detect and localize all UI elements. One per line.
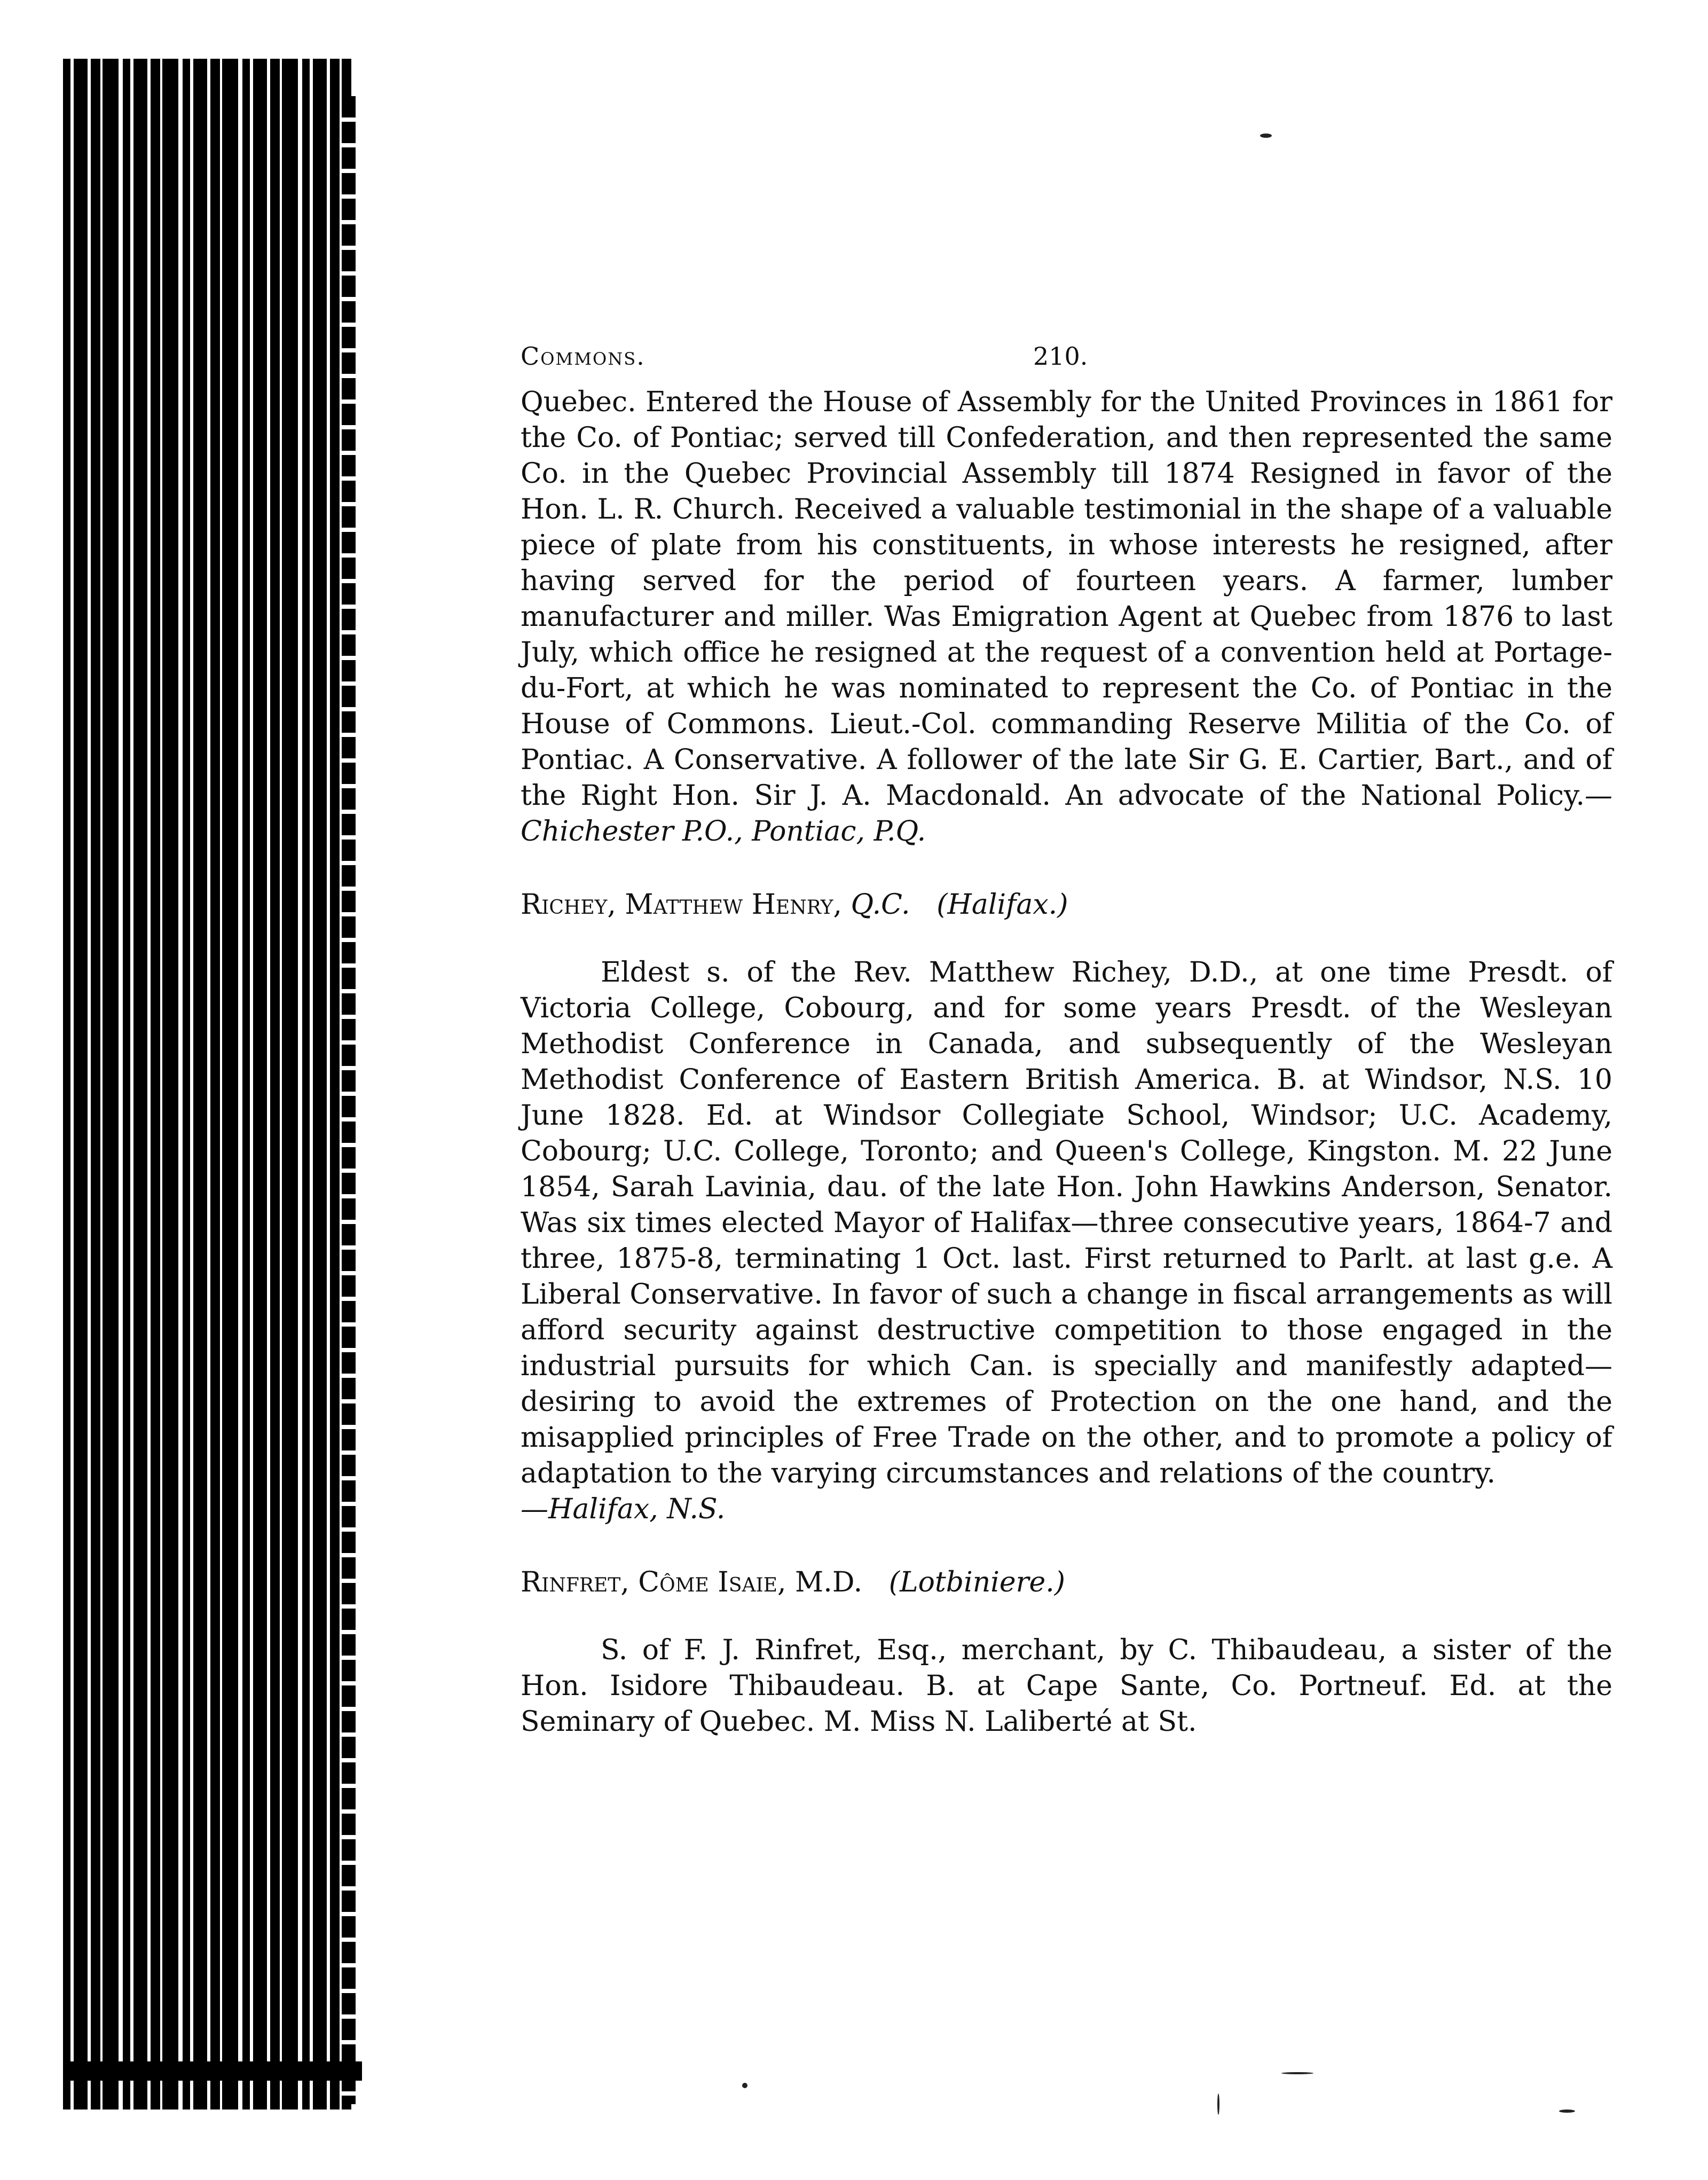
book-spine-edge xyxy=(342,96,356,2104)
scan-speck xyxy=(1559,2110,1575,2113)
entry-heading xyxy=(521,1565,1612,1601)
entry-rinfret xyxy=(521,1565,1612,1740)
entry-name: Rinfret, Côme Isaie, xyxy=(521,1566,786,1598)
entry-body-text: S. of F. J. Rinfret, Esq., merchant, by C. Thibaudeau, a sister of the Hon. Isidore Thibaudeau. B. at Cape Sante, Co. Portneuf. Ed. at the Seminary of Quebec. M. Miss N. Laliberté at St. xyxy=(521,1634,1612,1738)
entry-richey xyxy=(521,887,1612,1527)
page-number: 210. xyxy=(1033,342,1088,371)
entry-body-text: Quebec. Entered the House of Assembly for the United Provinces in 1861 for the Co. of Pontiac; served till Confederation, and then represented the same Co. in the Quebec Provincial Assembly till 1874 Resigned in favor of the Hon. L. R. Church. Received a valuable testimonial in the shape of a valuable piece of plate from his constituents, in whose interests he resigned, after having served for the period of fourteen years. A farmer, lumber manufacturer and miller. Was Emigration Agent at Quebec from 1876 to last July, which office he resigned at the request of a convention held at Portage-du-Fort, at which he was nominated to represent the Co. of Pontiac in the House of Commons. Lieut.-Col. commanding Reserve Militia of the Co. of Pontiac. A Conservative. A follower of the late Sir G. E. Cartier, Bart., and of the Right Hon. Sir J. A. Macdonald. An advocate of the National Policy. xyxy=(521,386,1612,812)
page-header xyxy=(521,336,1612,385)
entry-title: Q.C. xyxy=(851,889,910,921)
scan-speck xyxy=(742,2083,747,2088)
running-head: Commons. xyxy=(521,342,646,371)
entry-body xyxy=(521,955,1612,1527)
entry-name: Richey, Matthew Henry, xyxy=(521,889,843,921)
book-spine-shadow xyxy=(63,59,351,2110)
entry-heading xyxy=(521,887,1612,923)
entry-riding: (Halifax.) xyxy=(936,889,1068,921)
entry-body xyxy=(521,1633,1612,1740)
entry-continued xyxy=(521,385,1612,850)
entry-riding: (Lotbiniere.) xyxy=(888,1566,1066,1598)
entry-body xyxy=(521,385,1612,850)
page-content xyxy=(521,336,1612,1992)
entry-body-text: Eldest s. of the Rev. Matthew Richey, D.D., at one time Presdt. of Victoria College, Cobourg, and for some years Presdt. of the Wesleyan Methodist Conference in Canada, and subsequently of the Wesleyan Methodist Conference of Eastern British America. B. at Windsor, N.S. 10 June 1828. Ed. at Windsor Collegiate School, Windsor; U.C. Academy, Cobourg; U.C. College, Toronto; and Queen's College, Kingston. M. 22 June 1854, Sarah Lavinia, dau. of the late Hon. John Hawkins Anderson, Senator. Was six times elected Mayor of Halifax—three consecutive years, 1864-7 and three, 1875-8, terminating 1 Oct. last. First returned to Parlt. at last g.e. A Liberal Conservative. In favor of such a change in fiscal arrangements as will afford security against destructive competition to those engaged in the industrial pursuits for which Can. is specially and manifestly adapted—desiring to avoid the extremes of Protection on the one hand, and the misapplied principles of Free Trade on the other, and to promote a policy of adaptation to the varying circumstances and relations of the country. xyxy=(521,956,1612,1489)
scan-speck xyxy=(1260,134,1272,138)
entry-title: M.D. xyxy=(795,1566,863,1598)
entry-address: —Halifax, N.S. xyxy=(521,1493,726,1525)
entry-address: —Chichester P.O., Pontiac, P.Q. xyxy=(521,780,1612,848)
scan-speck xyxy=(1217,2093,1219,2115)
scan-speck xyxy=(1281,2072,1313,2074)
book-spine-base xyxy=(63,2061,362,2081)
